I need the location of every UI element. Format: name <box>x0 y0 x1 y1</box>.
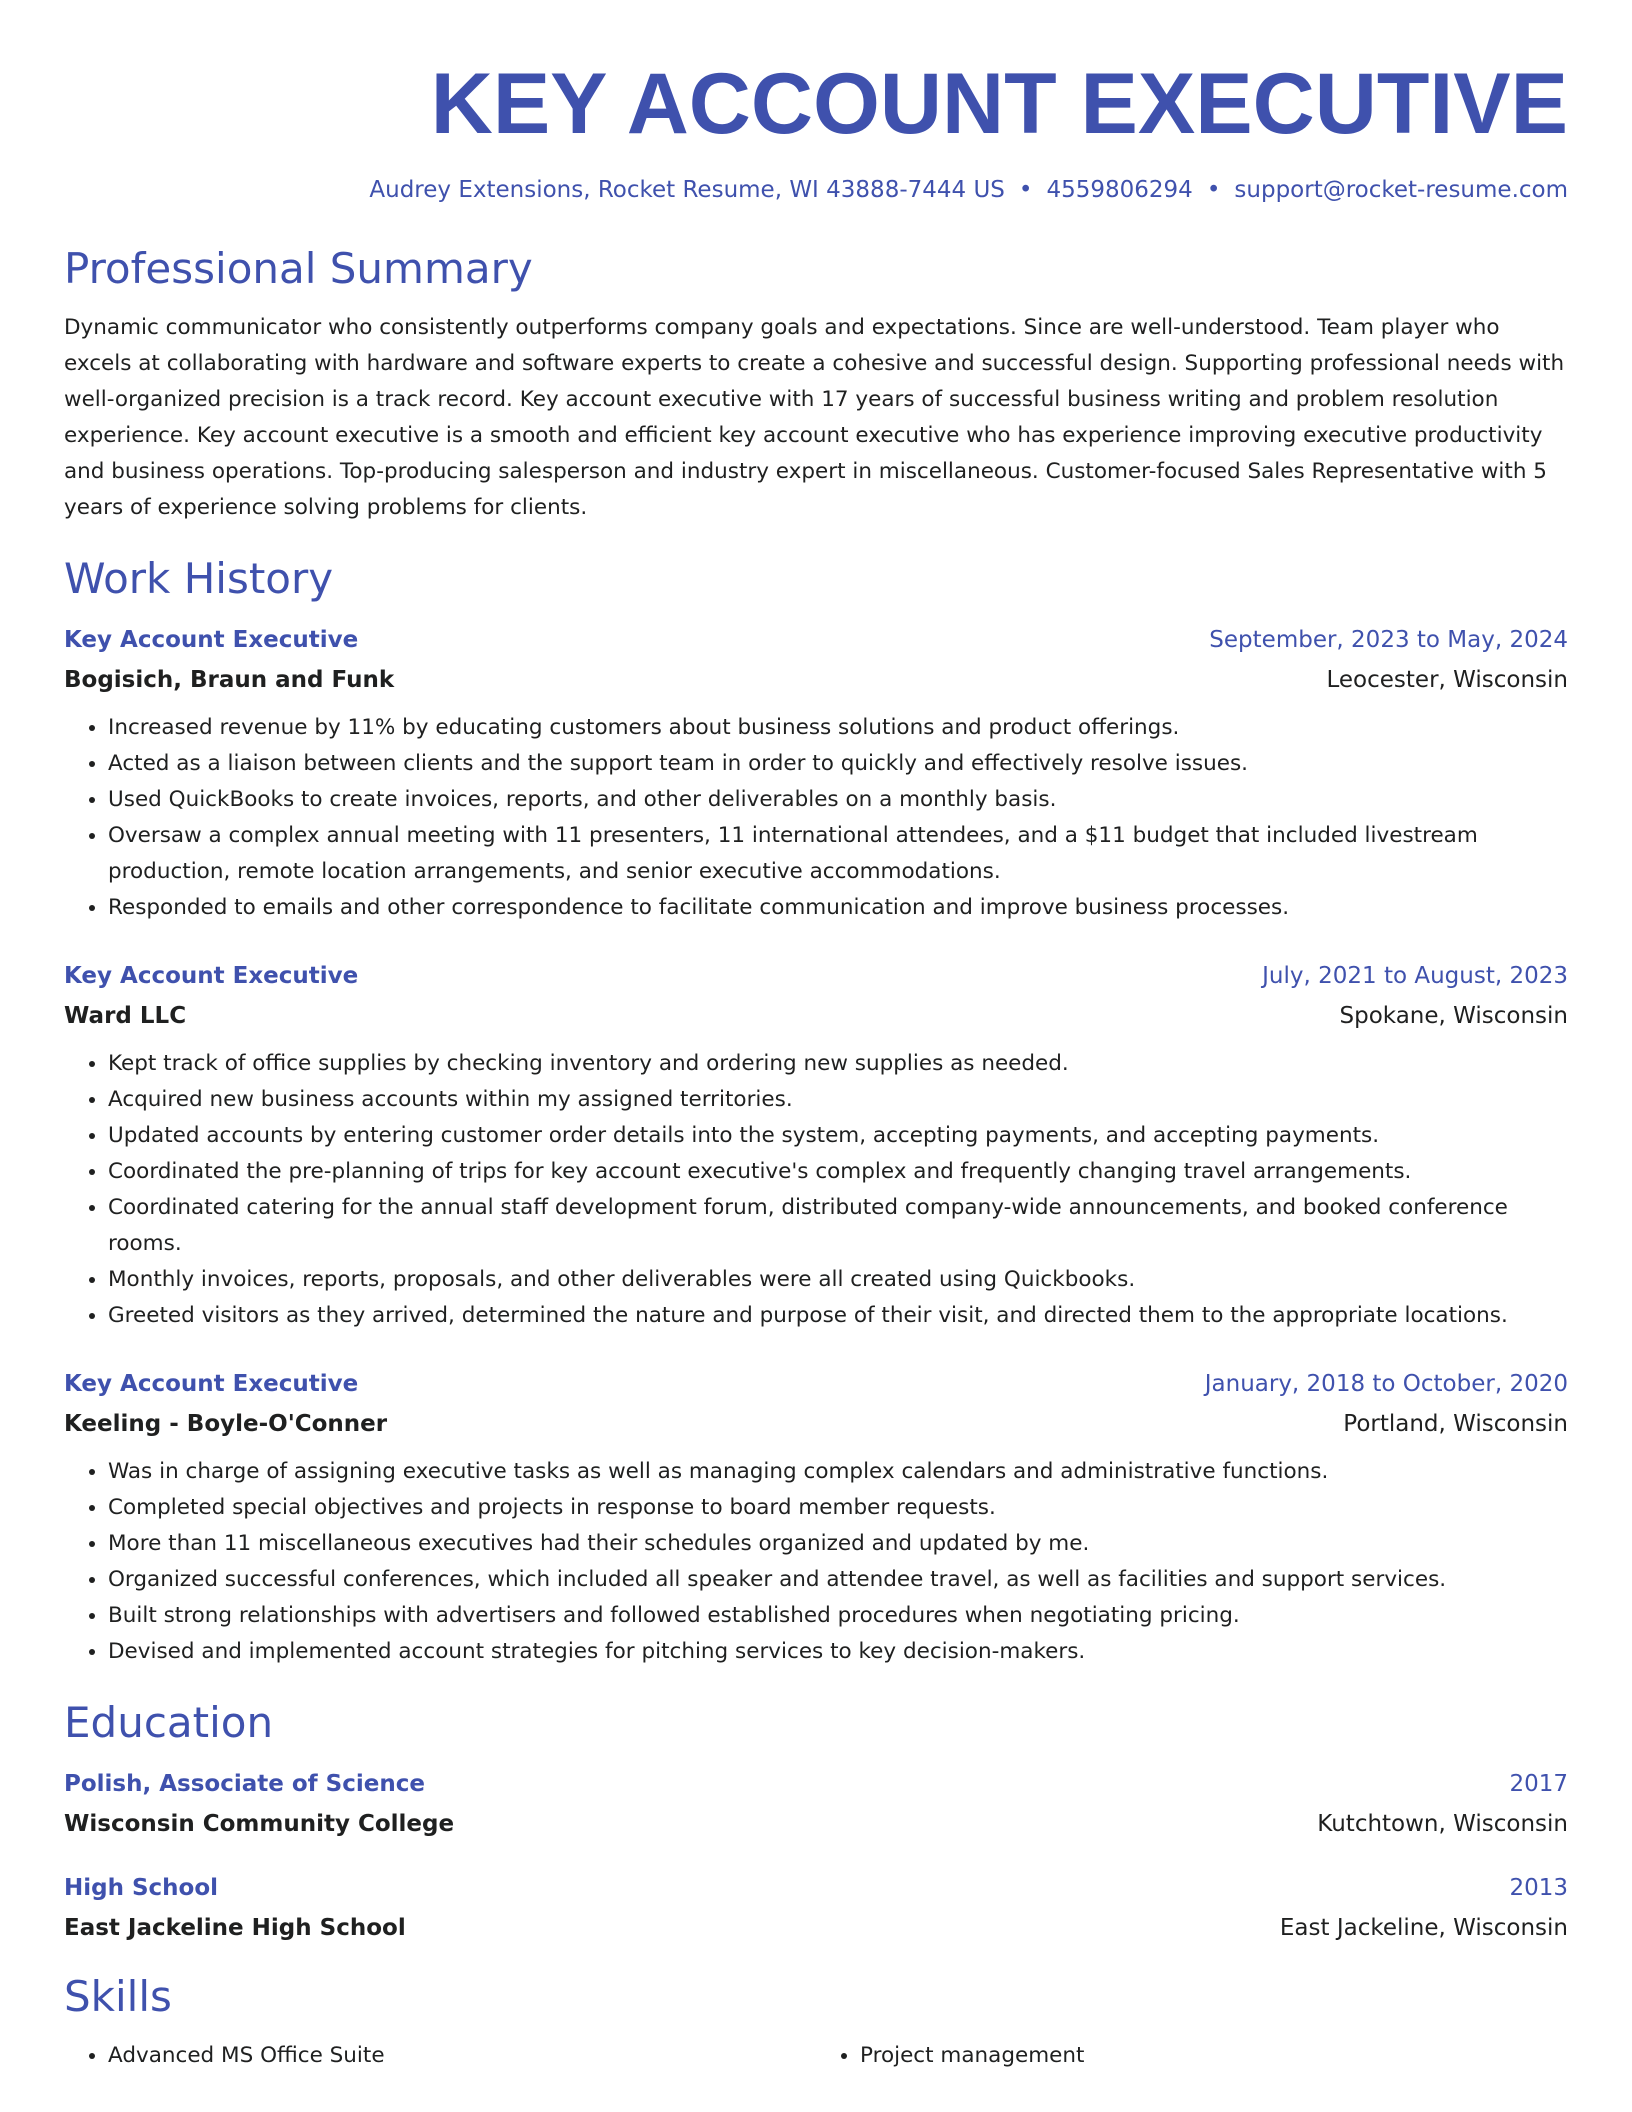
job-bullet: • Completed special objectives and projects in response to board member requests. <box>108 1490 1568 1526</box>
job-employer: Keeling - Boyle-O'Conner <box>64 1411 388 1437</box>
job-bullet: • Acquired new business accounts within my assigned territories. <box>108 1082 1568 1118</box>
job-bullet: • Built strong relationships with advertisers and followed established procedures when negotiating pricing. <box>108 1598 1568 1634</box>
job-title: Key Account Executive <box>64 963 359 989</box>
job-bullet: • Updated accounts by entering customer order details into the system, accepting payments, and accepting payments. <box>108 1118 1568 1154</box>
education-degree: Polish, Associate of Science <box>64 1771 425 1797</box>
education-school: Wisconsin Community College <box>64 1811 455 1837</box>
job-entry <box>64 958 1568 1334</box>
skills-heading: Skills <box>64 1972 172 2021</box>
job-bullet: • Organized successful conferences, which included all speaker and attendee travel, as well as facilities and support services. <box>108 1562 1568 1598</box>
skills-column-left <box>64 2038 816 2074</box>
job-bullets <box>64 710 1568 926</box>
job-dates: September, 2023 to May, 2024 <box>1209 627 1568 653</box>
education-year: 2013 <box>1509 1875 1568 1901</box>
job-entry <box>64 1366 1568 1670</box>
job-bullet: • Monthly invoices, reports, proposals, and other deliverables were all created using Quickbooks. <box>108 1262 1568 1298</box>
contact-phone: 4559806294 <box>1046 177 1193 203</box>
contact-address: Audrey Extensions, Rocket Resume, WI 43888-7444 US <box>369 177 1005 203</box>
contact-separator: • <box>1018 177 1033 203</box>
education-entry <box>64 1870 1568 1946</box>
job-bullet: • Coordinated the pre-planning of trips for key account executive's complex and frequently changing travel arrangements. <box>108 1154 1568 1190</box>
job-location: Spokane, Wisconsin <box>1339 1003 1568 1029</box>
job-location: Leocester, Wisconsin <box>1326 667 1568 693</box>
education-heading: Education <box>64 1698 274 1747</box>
job-entry <box>64 622 1568 926</box>
job-bullet: • Oversaw a complex annual meeting with 11 presenters, 11 international attendees, and a $11 budget that included livestream production, remote location arrangements, and senior executive accommodations. <box>108 818 1568 890</box>
job-dates: July, 2021 to August, 2023 <box>1262 963 1568 989</box>
job-title: Key Account Executive <box>64 1371 359 1397</box>
job-employer: Bogisich, Braun and Funk <box>64 667 395 693</box>
job-location: Portland, Wisconsin <box>1343 1411 1568 1437</box>
job-bullets <box>64 1046 1568 1334</box>
job-bullet: • Acted as a liaison between clients and the support team in order to quickly and effectively resolve issues. <box>108 746 1568 782</box>
job-bullets <box>64 1454 1568 1670</box>
job-bullet: • Greeted visitors as they arrived, determined the nature and purpose of their visit, and directed them to the appropriate locations. <box>108 1298 1568 1334</box>
education-entry <box>64 1766 1568 1842</box>
skill-item: • Advanced MS Office Suite <box>108 2038 816 2074</box>
education-school: East Jackeline High School <box>64 1915 406 1941</box>
contact-line <box>64 174 1568 206</box>
job-bullet: • More than 11 miscellaneous executives had their schedules organized and updated by me. <box>108 1526 1568 1562</box>
job-bullet: • Increased revenue by 11% by educating customers about business solutions and product offerings. <box>108 710 1568 746</box>
education-location: Kutchtown, Wisconsin <box>1317 1811 1568 1837</box>
job-bullet: • Coordinated catering for the annual staff development forum, distributed company-wide announcements, and booked conference rooms. <box>108 1190 1568 1262</box>
candidate-name: KEY ACCOUNT EXECUTIVE <box>430 56 1568 152</box>
contact-separator: • <box>1206 177 1221 203</box>
summary-heading: Professional Summary <box>64 244 533 293</box>
education-year: 2017 <box>1509 1771 1568 1797</box>
summary-text: Dynamic communicator who consistently outperforms company goals and expectations. Since are well-understood. Team player who excels at collaborating with hardware and software experts to create a cohesive and successful design. Supporting professional needs with well-organized precision is a track record. Key account executive with 17 years of successful business writing and problem resolution experience. Key account executive is a smooth and efficient key account executive who has experience improving executive productivity and business operations. Top-producing salesperson and industry expert in miscellaneous. Customer-focused Sales Representative with 5 years of experience solving problems for clients. <box>64 315 1565 520</box>
work-history-heading: Work History <box>64 554 334 603</box>
skills-column-right <box>816 2038 1568 2074</box>
skill-item: • Project management <box>860 2038 1568 2074</box>
job-bullet: • Devised and implemented account strategies for pitching services to key decision-makers. <box>108 1634 1568 1670</box>
job-title: Key Account Executive <box>64 627 359 653</box>
skills-list <box>64 2038 1568 2074</box>
job-bullet: • Was in charge of assigning executive tasks as well as managing complex calendars and administrative functions. <box>108 1454 1568 1490</box>
job-bullet: • Used QuickBooks to create invoices, reports, and other deliverables on a monthly basis. <box>108 782 1568 818</box>
job-bullet: • Kept track of office supplies by checking inventory and ordering new supplies as needed. <box>108 1046 1568 1082</box>
education-degree: High School <box>64 1875 219 1901</box>
education-location: East Jackeline, Wisconsin <box>1279 1915 1568 1941</box>
job-bullet: • Responded to emails and other correspondence to facilitate communication and improve business processes. <box>108 890 1568 926</box>
job-employer: Ward LLC <box>64 1003 187 1029</box>
job-dates: January, 2018 to October, 2020 <box>1204 1371 1568 1397</box>
contact-email: support@rocket-resume.com <box>1234 177 1568 203</box>
